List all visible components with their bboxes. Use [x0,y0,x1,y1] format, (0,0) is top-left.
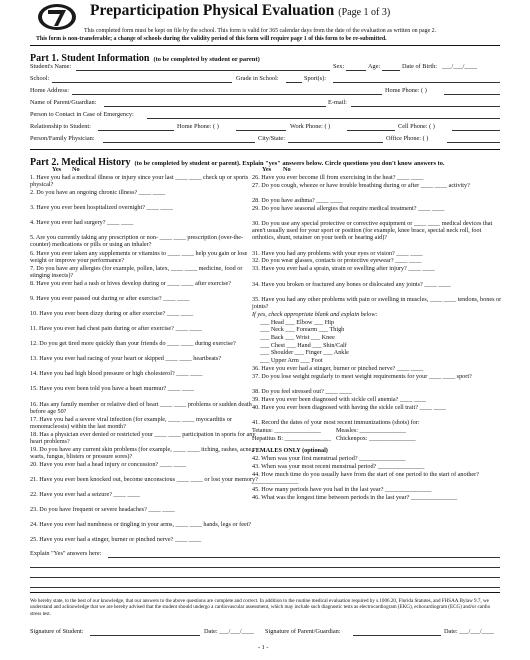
immunization-tetanus[interactable]: Tetanus: _______________ [252,427,321,435]
home-phone-label: Home Phone: ( ) [385,87,427,94]
females-question[interactable]: 46. What was the longest time between periods in the last year? _______________ [252,493,458,501]
home-phone2-field[interactable] [236,130,286,131]
medical-question[interactable]: 29. Do you have seasonal allergies that require medical treatment? ____ ____ [252,205,445,212]
medical-question[interactable]: 24. Have you ever had numbness or tingling in your arms, ____ ____ hands, legs or feet? [30,521,252,529]
page-number: - 1 - [258,644,269,651]
cell-phone-label: Cell Phone: ( ) [398,123,435,130]
medical-question[interactable]: 7. Do you have any allergies (for example, pollen, latex, ____ ____ medicine, food or stinging insects)? [30,264,243,279]
females-only-heading: FEMALES ONLY (optional) [252,446,328,454]
home-address-field[interactable] [72,94,382,95]
medical-question[interactable]: 8. Have you ever had a rash or hives develop during or ____ ____ after exercise? [30,279,232,287]
medical-question[interactable]: 35. Have you had any other problems with pain or swelling in muscles, ____ ____ tendons, bones or joints? [252,295,502,310]
left-yes-header: Yes [52,166,62,173]
email-label: E-mail: [328,99,347,106]
sex-field[interactable] [346,70,366,71]
part2-heading: Part 2. Medical History [30,157,131,168]
relationship-field[interactable] [98,130,174,131]
medical-question[interactable]: 40. Have you ever been diagnosed with having the sickle cell trait? ____ ____ [252,404,446,412]
explain-line-4[interactable] [30,587,500,588]
part1-heading: Part 1. Student Information [30,53,150,64]
body-part-checklist-row[interactable]: ___ Chest ___ Hand ___ Shin/Calf [260,341,347,349]
emergency-field[interactable] [147,118,500,119]
physician-label: Person/Family Physician: [30,135,95,142]
medical-question[interactable]: 30. Do you use any special protective or corrective equipment or ____ ____ medical devices that aren't usually used for your sport or position (for example, knee brace, special neck roll, foot orthotics, shunt, retainer on your teeth or hearing aid)? [252,220,493,242]
attestation-statement: We hereby state, to the best of our knowledge, that our answers to the above questions are complete and correct. In addition to the routine medical evaluation required by s.1006.20, Florida Statutes, and FHSAA Bylaw 9.7, we understand and acknowledge that we are hereby advised that the student should undergo a cardiovascular assessment, which may include such diagnostic tests as electrocardiogram (EKG), echocardiogram (ECG) and/or cardio stress test. [30,598,491,617]
medical-question[interactable]: 22. Have you ever had a seizure? ____ ____ [30,491,140,499]
medical-question[interactable]: 6. Have you ever taken any supplements or vitamins to ____ ____ help you gain or lose weight or improve your performance? [30,249,248,264]
immunization-measles[interactable]: Measles: _______________ [336,427,406,435]
dob-field[interactable]: ___/___/____ [442,63,477,70]
females-question[interactable]: 45. How many periods have you had in the last year? _______________ [252,485,432,493]
medical-question[interactable]: 26. Have you ever become ill from exercising in the heat? ____ ____ [252,174,424,181]
parent-date[interactable]: Date: ___/___/____ [444,628,495,635]
females-question[interactable]: 44. How much time do you usually have from the start of one period to the start of another? _______________ [252,470,479,485]
body-part-checklist-row[interactable]: ___ Neck ___ Forearm ___ Thigh [260,326,345,334]
cell-phone-field[interactable] [452,130,500,131]
office-phone-field[interactable] [447,142,500,143]
medical-question[interactable]: 11. Have you ever had chest pain during or after exercise? ____ ____ [30,325,202,332]
sports-field[interactable] [333,82,500,83]
medical-question[interactable]: 31. Have you had any problems with your eyes or vision? ____ ____ [252,249,423,257]
city-state-label: City/State: [258,135,285,142]
student-signature-label: Signature of Student: [30,628,84,635]
grade-field[interactable] [286,82,302,83]
part2-subheading: (to be completed by student or parent). Explain "yes" answers below. Circle questions you don't know answers to. [134,160,445,167]
medical-question[interactable]: 16. Has any family member or relative died of heart ____ ____ problems or sudden death before age 50? [30,400,252,415]
body-part-checklist-row[interactable]: ___ Shoulder ___ Finger ___ Ankle [260,349,349,357]
medical-question[interactable]: 33. Have you ever had a sprain, strain or swelling after injury? ____ ____ [252,265,435,273]
student-date[interactable]: Date: ___/___/____ [204,628,255,635]
right-yes-header: Yes [262,166,272,173]
student-signature-field[interactable] [90,635,200,636]
notice-validity: This completed form must be kept on file by the school. This form is valid for 365 calendar days from the date of the evaluation as written on page 2. [84,28,437,34]
medical-question[interactable]: 27. Do you cough, wheeze or have trouble breathing during or after ____ ____ activity? [252,181,470,189]
medical-question[interactable]: 21. Have you ever been knocked out, become unconscious ____ ____ or lost your memory? [30,476,258,483]
work-phone-field[interactable] [347,130,395,131]
medical-question[interactable]: 13. Have you ever had racing of your heart or skipped ____ ____ heartbeats? [30,355,222,363]
home-address-label: Home Address: [30,87,70,94]
form-title-row [90,2,390,20]
explain-line-1[interactable] [108,557,500,558]
body-part-instruction: If yes, check appropriate blank and explain below: [252,310,378,318]
medical-question[interactable]: 4. Have you ever had surgery? ____ ____ [30,219,134,227]
medical-question[interactable]: 15. Have you ever been told you have a heart murmur? ____ ____ [30,385,195,393]
sports-label: Sport(s): [304,75,327,82]
divider [30,45,500,46]
medical-question[interactable]: 12. Do you get tired more quickly than your friends do ____ ____ during exercise? [30,340,236,348]
immunization-hepatitis[interactable]: Hepatitus B: _______________ [252,434,332,442]
office-phone-label: Office Phone: ( ) [386,135,429,142]
explain-line-3[interactable] [30,577,500,578]
work-phone-label: Work Phone: ( ) [290,123,331,130]
body-part-checklist-row[interactable]: ___ Upper Arm ___ Foot [260,356,323,364]
medical-question[interactable]: 32. Do you wear glasses, contacts or protective eyewear? ____ ____ [252,257,422,265]
medical-question[interactable]: 19. Do you have any current skin problems (for example, ____ ____ itching, rashes, acne, warts, fungus, blisters or pressure sores)? [30,445,253,460]
school-field[interactable] [52,82,232,83]
medical-question[interactable]: 3. Have you ever been hospitalized overnight? ____ ____ [30,204,173,212]
body-part-checklist-row[interactable]: ___ Head ___ Elbow ___ Hip [260,318,335,326]
left-no-header: No [72,166,80,173]
student-name-field[interactable] [76,70,330,71]
physician-field[interactable] [103,142,255,143]
medical-question[interactable]: 37. Do you lose weight regularly to meet weight requirements for your ____ ____ sport? [252,373,472,381]
divider [30,592,500,593]
medical-question[interactable]: 2. Do you have an ongoing chronic illness? ____ ____ [30,189,166,197]
medical-question[interactable]: 9. Have you ever passed out during or after exercise? ____ ____ [30,294,190,302]
sex-label: Sex: [333,63,345,70]
dob-label: Date of Birth: [402,63,437,70]
parent-signature-field[interactable] [353,635,441,636]
parent-name-label: Name of Parent/Guardian: [30,99,97,106]
parent-signature-label: Signature of Parent/Guardian: [265,628,341,635]
grade-label: Grade in School: [236,75,279,82]
parent-name-field[interactable] [104,106,326,107]
medical-question[interactable]: 38. Do you feel stressed out? ____ ____ [252,388,352,396]
medical-question[interactable]: 36. Have you ever had a stinger, burner or pinched nerve? ____ ____ [252,365,424,373]
school-label: School: [30,75,50,82]
explain-line-2[interactable] [30,567,500,568]
part1-subheading: (to be completed by student or parent) [153,56,260,63]
form-title: Preparticipation Physical Evaluation [90,2,335,19]
age-field[interactable] [382,70,400,71]
city-state-field[interactable] [288,142,383,143]
medical-question[interactable]: 28. Do you have asthma? ____ ____ [252,197,343,205]
medical-question[interactable]: 39. Have you ever been diagnosed with sickle cell anemia? ____ ____ [252,396,427,404]
medical-question[interactable]: 23. Do you have frequent or severe headaches? ____ ____ [30,506,175,514]
medical-question[interactable]: 1. Have you had a medical illness or injury since your last ____ ____ check up or sports physical? [30,174,249,189]
medical-question[interactable]: 5. Are you currently taking any prescription or non- ____ ____ prescription (over-the-counter) medications or pills or using an inhaler? [30,234,244,249]
medical-question[interactable]: 17. Have you had a severe viral infection (for example, ____ ____ myocarditis or mononucleosis) within the last month? [30,415,232,430]
right-no-header: No [283,166,291,173]
divider [30,149,500,150]
medical-question[interactable]: 14. Have you had high blood pressure or high cholesterol? ____ ____ [30,370,203,378]
females-question[interactable]: 42. When was your first menstrual period? _______________ [252,454,406,462]
medical-question[interactable]: 18. Has a physician ever denied or restricted your ____ ____ participation in sports for any heart problems? [30,430,256,445]
medical-question[interactable]: 20. Have you ever had a head injury or concussion? ____ ____ [30,460,187,468]
medical-question[interactable]: 41. Record the dates of your most recent immunizations (shots) for: [252,419,420,427]
relationship-label: Relationship to Student: [30,123,91,130]
immunization-chickenpox[interactable]: Chickenpox: _______________ [336,434,416,442]
email-field[interactable] [351,106,500,107]
page-label: (Page 1 of 3) [338,7,391,18]
medical-question[interactable]: 34. Have you broken or fractured any bones or dislocated any joints? ____ ____ [252,280,451,288]
emergency-label: Person to Contact in Case of Emergency: [30,111,134,118]
explain-label: Explain "Yes" answers here: [30,550,102,557]
student-name-label: Student's Name: [30,63,72,70]
notice-transfer: This form is non-transferable; a change of schools during the validity period of this form will require page 1 of this form to be re-submitted. [36,36,387,42]
part2-heading-row [30,152,445,170]
medical-question[interactable]: 25. Have you ever had a stinger, burner or pinched nerve? ____ ____ [30,536,202,544]
home-phone-field[interactable] [444,94,500,95]
home-phone2-label: Home Phone: ( ) [177,123,219,130]
age-label: Age: [368,63,381,70]
body-part-checklist-row[interactable]: ___ Back ___ Wrist ___ Knee [260,333,335,341]
females-question[interactable]: 43. When was your most recent menstrual period? _______________ [252,462,425,470]
medical-question[interactable]: 10. Have you ever been dizzy during or after exercise? ____ ____ [30,309,194,317]
fhsaa-logo [36,2,78,32]
